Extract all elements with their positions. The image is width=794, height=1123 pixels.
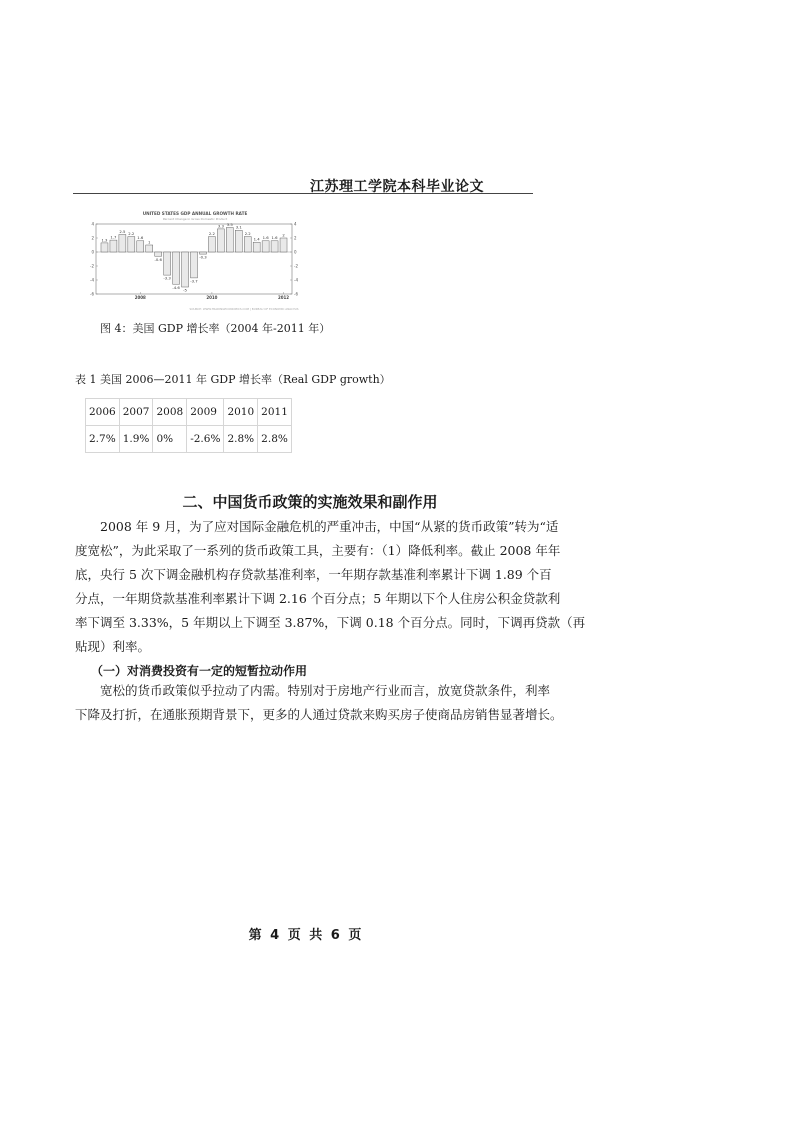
- paragraph-line: 下降及打折，在通胀预期背景下，更多的人通过贷款来购买房子使商品房销售显著增长。: [75, 707, 563, 722]
- chart-bar: [182, 252, 189, 287]
- bar-data-label: 2.2: [244, 231, 251, 236]
- paragraph-line: 宽松的货币政策似乎拉动了内需。特别对于房地产行业而言，放宽贷款条件，利率: [100, 683, 551, 698]
- chart-bar: [235, 230, 242, 252]
- table-caption: 表 1 美国 2006—2011 年 GDP 增长率（Real GDP growth）: [75, 373, 391, 386]
- gdp-growth-chart: [84, 206, 306, 312]
- chart-bar: [164, 252, 171, 275]
- chart-bar: [226, 228, 233, 253]
- y-tick-label-right: 4: [294, 221, 297, 227]
- chart-bar: [137, 241, 144, 252]
- table-cell: -2.6%: [187, 426, 224, 453]
- paragraph-line: 底，央行 5 次下调金融机构存贷款基准利率，一年期存款基准利率累计下调 1.89 个百: [75, 567, 552, 582]
- chart-title: UNITED STATES GDP ANNUAL GROWTH RATE: [142, 211, 248, 216]
- gdp-growth-chart-svg: [84, 206, 306, 312]
- bar-data-label: 1: [148, 239, 151, 245]
- bar-data-label: 1.7: [110, 234, 117, 240]
- paragraph-line: 度宽松”，为此采取了一系列的货币政策工具，主要有：（1）降低利率。截止 2008 年年: [75, 543, 561, 558]
- y-tick-label-right: 2: [294, 235, 297, 241]
- bar-data-label: 3.3: [217, 223, 224, 229]
- y-tick-label-right: -2: [294, 263, 298, 269]
- chart-bar: [208, 237, 215, 252]
- chart-bar: [280, 238, 287, 252]
- chart-source-note: SOURCE: WWW.TRADINGECONOMICS.COM | BUREAU OF ECONOMIC ANALYSIS: [189, 307, 299, 311]
- chart-bar: [173, 252, 180, 284]
- table-cell: 2.8%: [258, 426, 292, 453]
- y-tick-label-right: 0: [294, 249, 297, 255]
- figure-caption: 图 4：美国 GDP 增长率（2004 年-2011 年）: [100, 322, 331, 335]
- chart-bar: [191, 252, 198, 278]
- page-header-title: 江苏理工学院本科毕业论文: [310, 179, 484, 195]
- y-tick-label-right: -6: [294, 291, 298, 297]
- chart-subtitle: Percent Change in Gross Domestic Product: [162, 217, 228, 221]
- table-cell: 2.7%: [86, 426, 120, 453]
- bar-data-label: -5: [183, 287, 187, 293]
- table-row-rates: [86, 426, 292, 453]
- bar-data-label: -3.3: [163, 275, 171, 281]
- paragraph-line: 分点，一年期贷款基准利率累计下调 2.16 个百分点；5 年期以下个人住房公积金贷款利: [75, 591, 561, 606]
- table-cell: 2010: [224, 399, 258, 426]
- table-cell: 2006: [86, 399, 120, 426]
- chart-bar: [128, 237, 135, 252]
- y-tick-label-left: -2: [90, 263, 94, 269]
- x-tick-label: 2008: [134, 295, 146, 300]
- table-cell: 0%: [153, 426, 187, 453]
- bar-data-label: -3.7: [190, 278, 198, 284]
- table-cell: 2007: [119, 399, 153, 426]
- bar-data-label: 2.5: [119, 228, 126, 234]
- y-tick-label-left: 4: [91, 221, 94, 227]
- table-cell: 2009: [187, 399, 224, 426]
- table-cell: 2011: [258, 399, 292, 426]
- subsection-heading: （一）对消费投资有一定的短暂拉动作用: [91, 664, 308, 678]
- y-tick-label-left: -4: [90, 277, 94, 283]
- page-number: 第 4 页 共 6 页: [248, 928, 362, 943]
- x-tick-label: 2012: [277, 295, 290, 300]
- bar-data-label: 1.3: [101, 237, 108, 243]
- chart-bar: [217, 229, 224, 252]
- y-tick-label-left: 2: [91, 235, 94, 241]
- bar-data-label: 2.2: [208, 231, 215, 236]
- chart-bar: [262, 241, 269, 252]
- bar-data-label: 1.6: [271, 235, 278, 241]
- chart-bar: [110, 240, 117, 252]
- table-cell: 2.8%: [224, 426, 258, 453]
- header-divider: [73, 193, 533, 194]
- bar-data-label: -0.6: [154, 256, 162, 262]
- chart-bar: [119, 235, 126, 253]
- table-cell: 2008: [153, 399, 187, 426]
- chart-bar: [155, 252, 162, 256]
- gdp-growth-table: [85, 398, 292, 453]
- paragraph-line: 2008 年 9 月，为了应对国际金融危机的严重冲击，中国“从紧的货币政策”转为“适: [100, 519, 559, 534]
- paragraph-line: 贴现）利率。: [75, 639, 151, 654]
- section-heading: 二、中国货币政策的实施效果和副作用: [182, 493, 438, 511]
- bar-data-label: 1.4: [253, 236, 260, 242]
- chart-bar: [271, 241, 278, 252]
- bar-data-label: -4.6: [172, 284, 180, 290]
- chart-bar: [146, 245, 153, 252]
- bar-data-label: 2: [282, 232, 285, 238]
- bar-data-label: 1.6: [262, 235, 269, 241]
- bar-data-label: 1.6: [137, 235, 144, 241]
- bar-data-label: 3.1: [235, 224, 242, 230]
- bar-data-label: -0.3: [199, 254, 207, 260]
- x-tick-label: 2010: [206, 295, 218, 300]
- chart-bar: [244, 237, 251, 252]
- bar-data-label: 3.5: [226, 221, 233, 227]
- chart-bar: [253, 242, 260, 252]
- table-cell: 1.9%: [119, 426, 153, 453]
- paragraph-line: 率下调至 3.33%，5 年期以上下调至 3.87%，下调 0.18 个百分点。同时，下调再贷款（再: [75, 615, 586, 630]
- y-tick-label-right: -4: [294, 277, 298, 283]
- y-tick-label-left: -6: [90, 291, 94, 297]
- chart-bar: [101, 243, 108, 252]
- y-tick-label-left: 0: [91, 249, 94, 255]
- bar-data-label: 2.2: [128, 231, 135, 236]
- table-row-years: [86, 399, 292, 426]
